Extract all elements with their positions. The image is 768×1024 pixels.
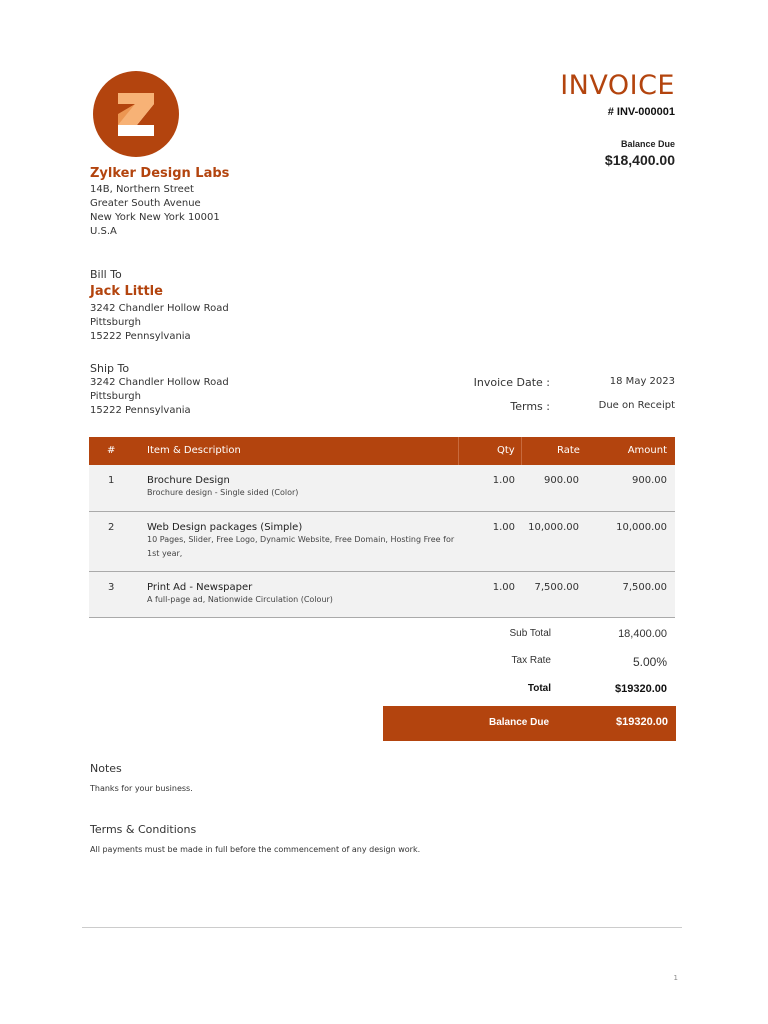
balance-due-label: Balance Due xyxy=(620,139,675,149)
total-label: Total xyxy=(527,683,551,694)
table-row xyxy=(89,465,675,512)
balance-due-bar-value: $19320.00 xyxy=(616,716,668,728)
balance-due-amount: $18,400.00 xyxy=(604,152,675,168)
company-address xyxy=(90,183,220,239)
invoice-date-value: 18 May 2023 xyxy=(609,376,675,387)
row-num: 1 xyxy=(108,475,115,486)
subtotal-label: Sub Total xyxy=(509,628,551,639)
row-amount: 10,000.00 xyxy=(616,522,667,533)
row-amount: 900.00 xyxy=(632,475,667,486)
table-header xyxy=(89,437,675,465)
address-line: New York New York 10001 xyxy=(90,212,220,223)
address-line: U.S.A xyxy=(90,226,117,237)
invoice-title: INVOICE xyxy=(560,70,675,101)
row-qty: 1.00 xyxy=(492,475,515,486)
bill-to-label: Bill To xyxy=(90,268,122,281)
divider xyxy=(521,437,522,465)
item-description: 10 Pages, Slider, Free Logo, Dynamic Website, Free Domain, Hosting Free for 1st year, xyxy=(147,535,455,558)
footer-divider xyxy=(82,927,682,928)
item-title: Print Ad - Newspaper xyxy=(147,582,253,593)
items-table xyxy=(89,437,675,618)
item-description: A full-page ad, Nationwide Circulation (Colour) xyxy=(147,595,333,604)
col-item: Item & Description xyxy=(147,445,241,456)
col-rate: Rate xyxy=(557,445,580,456)
ship-to-address xyxy=(90,376,229,418)
row-num: 3 xyxy=(108,582,115,593)
balance-due-bar-label: Balance Due xyxy=(489,717,550,728)
row-rate: 900.00 xyxy=(544,475,579,486)
item-title: Brochure Design xyxy=(147,475,230,486)
address-line: Pittsburgh xyxy=(90,317,141,328)
col-amount: Amount xyxy=(627,445,667,456)
ship-to-label: Ship To xyxy=(90,362,130,375)
table-row xyxy=(89,572,675,618)
table-row xyxy=(89,512,675,572)
address-line: 3242 Chandler Hollow Road xyxy=(90,377,229,388)
row-amount: 7,500.00 xyxy=(622,582,667,593)
total-value: $19320.00 xyxy=(615,683,667,695)
logo-z-icon xyxy=(93,71,179,157)
address-line: Pittsburgh xyxy=(90,391,141,402)
terms-conditions-heading: Terms & Conditions xyxy=(90,823,197,836)
client-name: Jack Little xyxy=(90,284,163,299)
address-line: 15222 Pennsylvania xyxy=(90,331,191,342)
tax-rate-value: 5.00% xyxy=(632,655,667,669)
terms-label: Terms : xyxy=(510,400,550,413)
address-line: Greater South Avenue xyxy=(90,198,201,209)
tax-rate-label: Tax Rate xyxy=(511,655,551,666)
item-cell xyxy=(147,582,467,607)
invoice-number: # INV-000001 xyxy=(607,106,675,118)
balance-due-bar xyxy=(383,706,676,741)
item-cell xyxy=(147,522,467,561)
item-description: Brochure design - Single sided (Color) xyxy=(147,488,299,497)
notes-heading: Notes xyxy=(90,762,122,775)
bill-to-address xyxy=(90,302,229,344)
row-qty: 1.00 xyxy=(492,522,515,533)
invoice-date-label: Invoice Date : xyxy=(473,376,550,389)
col-qty: Qty xyxy=(497,445,515,456)
company-logo xyxy=(93,71,179,157)
row-qty: 1.00 xyxy=(492,582,515,593)
address-line: 3242 Chandler Hollow Road xyxy=(90,303,229,314)
row-num: 2 xyxy=(108,522,115,533)
row-rate: 7,500.00 xyxy=(534,582,579,593)
item-title: Web Design packages (Simple) xyxy=(147,522,303,533)
notes-text: Thanks for your business. xyxy=(90,784,193,793)
divider xyxy=(458,437,459,465)
item-cell xyxy=(147,475,467,500)
address-line: 15222 Pennsylvania xyxy=(90,405,191,416)
subtotal-value: 18,400.00 xyxy=(618,628,667,640)
address-line: 14B, Northern Street xyxy=(90,184,194,195)
col-num: # xyxy=(107,445,116,456)
terms-conditions-text: All payments must be made in full before the commencement of any design work. xyxy=(90,845,421,854)
page-number: 1 xyxy=(673,974,678,982)
terms-value: Due on Receipt xyxy=(598,400,675,411)
company-name: Zylker Design Labs xyxy=(90,166,230,181)
row-rate: 10,000.00 xyxy=(528,522,579,533)
